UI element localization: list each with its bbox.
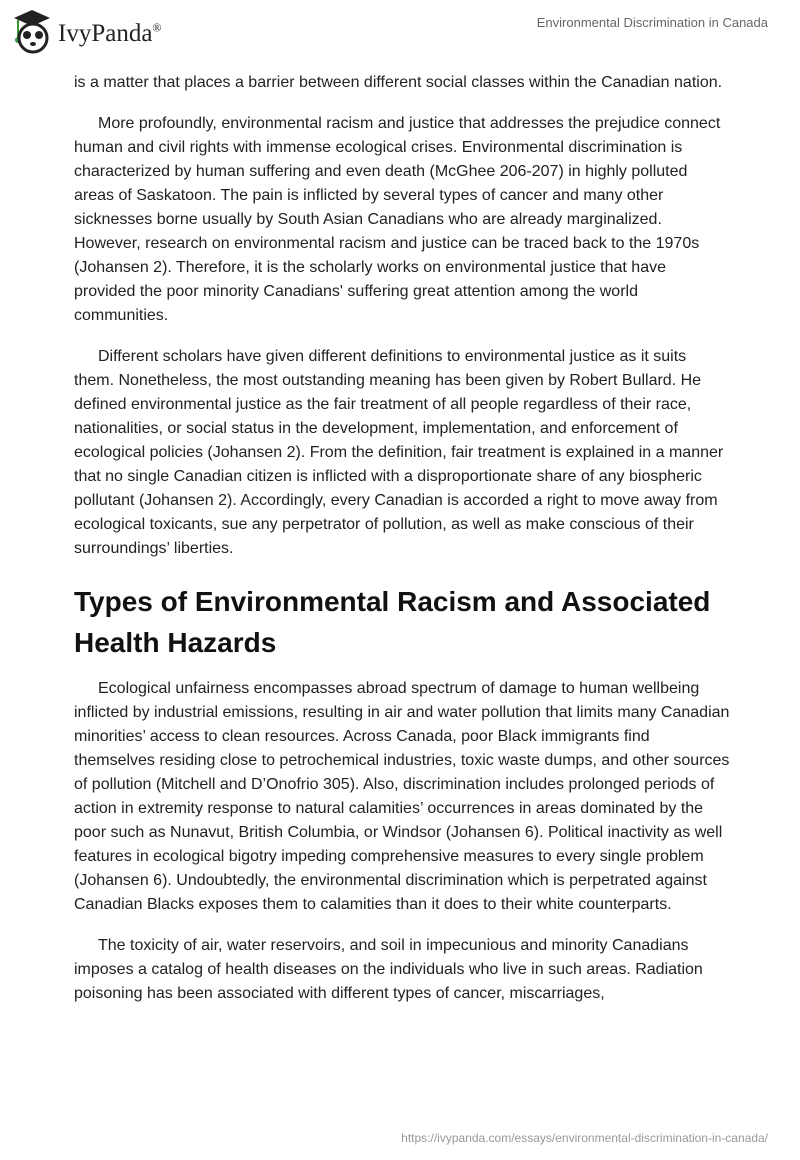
paragraph: The toxicity of air, water reservoirs, and soil in impecunious and minority Canadians imposes a catalog of health diseases on the individuals who live in such areas. Radiation poisoning has been associated with different types of cancer, miscarriages, [74, 937, 703, 1002]
paragraph: Ecological unfairness encompasses abroad spectrum of damage to human wellbeing inflicted by industrial emissions, resulting in air and water pollution that limits many Canadian minorities’ access to clean resources. Across Canada, poor Black immigrants find themselves residing close to petrochemical industries, toxic waste dumps, and other sources of pollution (Mitchell and D’Onofrio 305). Also, discrimination includes prolonged periods of action in extremity response to natural calamities’ occurrences in areas dominated by the poor such as Nunavut, British Columbia, or Windsor (Johansen 6). Political inactivity as well features in ecological bigotry impeding comprehensive measures to every single problem (Johansen 6). Undoubtedly, the environmental discrimination which is perpetrated against Canadian Blacks exposes them to calamities than it does to their white counterparts. [74, 680, 730, 913]
paragraph: is a matter that places a barrier between different social classes within the Canadian nation. [74, 74, 723, 91]
paragraph: Different scholars have given different definitions to environmental justice as it suits them. Nonetheless, the most outstanding meaning has been given by Robert Bullard. He defined environmental justice as the fair treatment of all people regardless of their race, nationalities, or social status in the development, implementation, and enforcement of ecological policies (Johansen 2). From the definition, fair treatment is explained in a manner that no single Canadian citizen is inflicted with a disproportionate share of any biospheric pollutant (Johansen 2). Accordingly, every Canadian is accorded a right to move away from ecological toxicants, sue any perpetrator of pollution, as well as make conscious of their surroundings’ liberties. [74, 348, 724, 557]
registered-mark: ® [152, 20, 162, 35]
footer-url[interactable]: https://ivypanda.com/essays/environmental-discrimination-in-canada/ [401, 1131, 768, 1145]
document-title: Environmental Discrimination in Canada [536, 15, 768, 30]
logo-text: IvyPanda [58, 20, 153, 47]
logo[interactable] [12, 8, 162, 54]
panda-logo-icon [12, 8, 52, 54]
section-heading: Types of Environmental Racism and Associated Health Hazards [74, 586, 711, 658]
header [0, 0, 800, 60]
article-body [74, 71, 730, 1023]
paragraph: More profoundly, environmental racism and justice that addresses the prejudice connect human and civil rights with immense ecological crises. Environmental discrimination is characterized by human suffering and even death (McGhee 206-207) in highly polluted areas of Saskatoon. The pain is inflicted by several types of cancer and many other sicknesses borne usually by South Asian Canadians who are already marginalized. However, research on environmental racism and justice can be traced back to the 1970s (Johansen 2). Therefore, it is the scholarly works on environmental justice that have provided the poor minority Canadians' suffering great attention among the world communities. [74, 115, 721, 324]
